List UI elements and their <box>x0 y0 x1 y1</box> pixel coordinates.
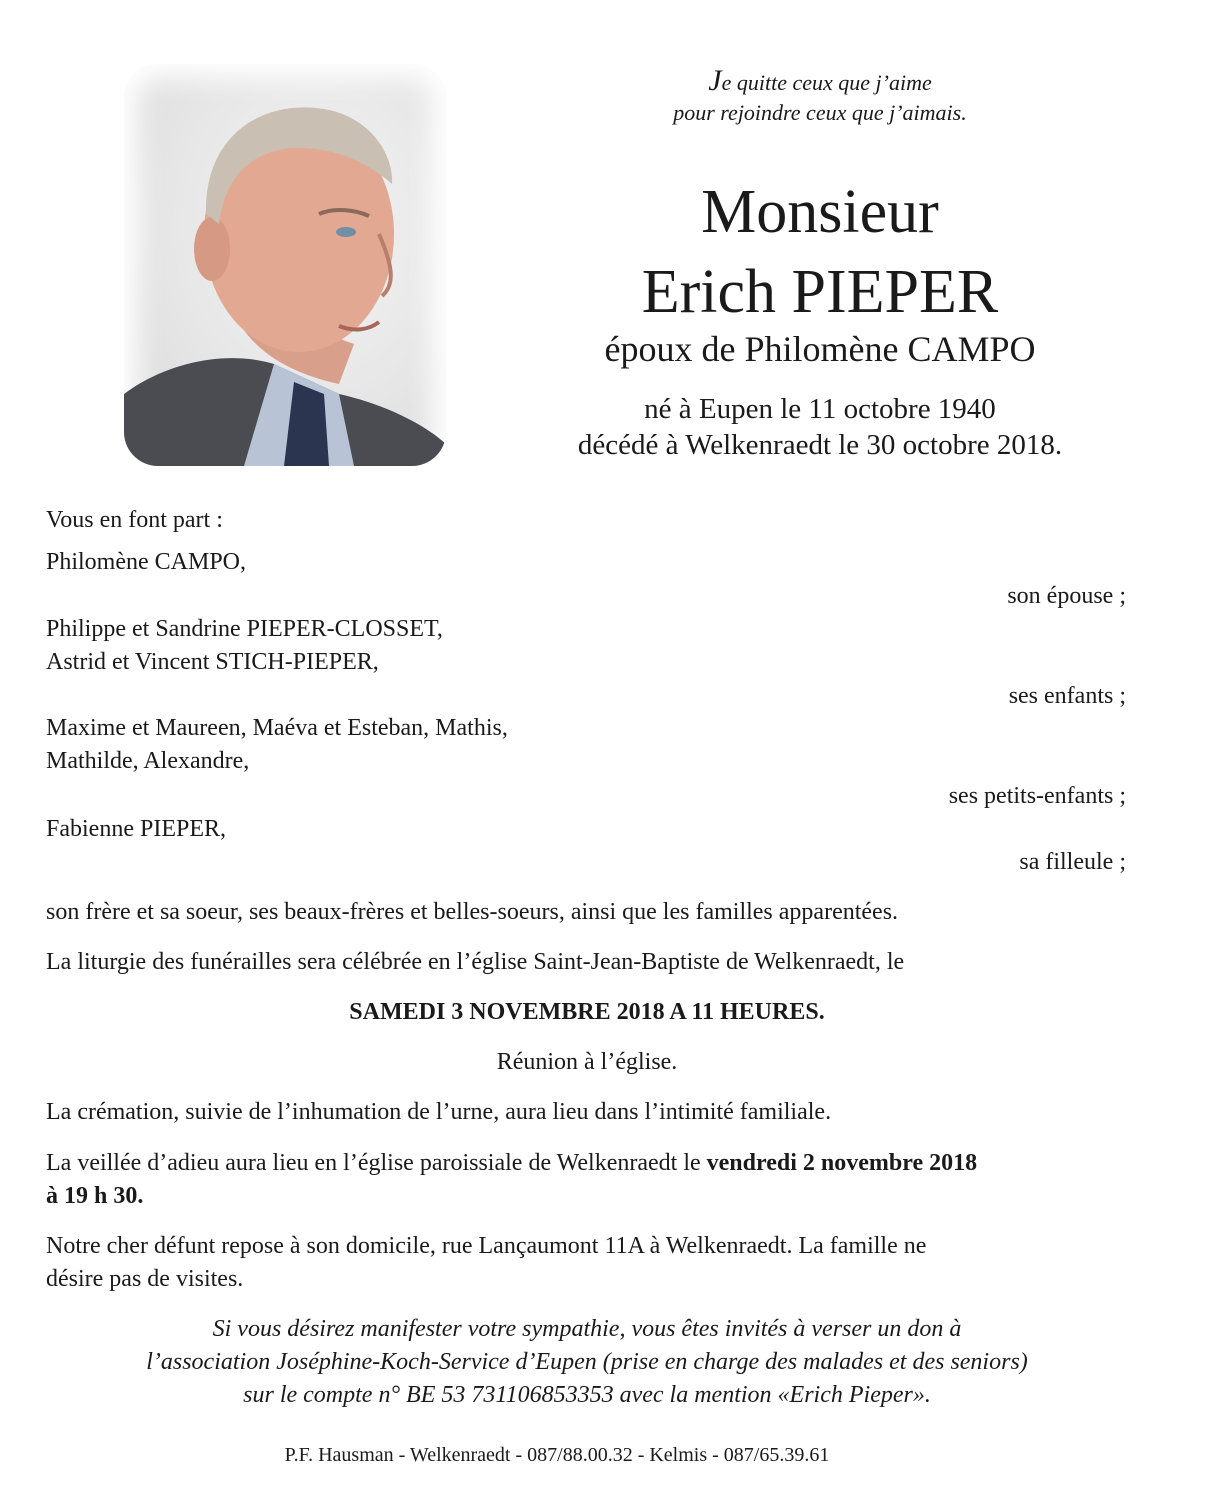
goddaughter-role: sa filleule ; <box>1019 849 1126 875</box>
donation-line-2: l’association Joséphine-Koch-Service d’Eupen (prise en charge des malades et des seniors) <box>146 1349 1028 1375</box>
children-line-1: Philippe et Sandrine PIEPER-CLOSSET, <box>46 616 443 642</box>
quote-initial: J <box>708 64 722 97</box>
goddaughter-name: Fabienne PIEPER, <box>46 816 226 842</box>
children-line-2: Astrid et Vincent STICH-PIEPER, <box>46 649 379 675</box>
deceased-name: Erich PIEPER <box>641 258 999 326</box>
children-role: ses enfants ; <box>1008 683 1126 709</box>
vigil-text: La veillée d’adieu aura lieu en l’église paroissiale de Welkenraedt le <box>46 1150 707 1176</box>
grandchildren-role: ses petits-enfants ; <box>948 783 1126 809</box>
portrait-illustration <box>124 64 446 466</box>
grandchildren-line-2: Mathilde, Alexandre, <box>46 748 250 774</box>
grandchildren-line-1: Maxime et Maureen, Maéva et Esteban, Mathis, <box>46 715 508 741</box>
donation-line-3: sur le compte n° BE 53 731106853353 avec la mention «Erich Pieper». <box>243 1382 931 1408</box>
vigil-time: à 19 h 30. <box>46 1183 144 1209</box>
birth-info: né à Eupen le 11 octobre 1940 <box>644 393 996 425</box>
deceased-title: Monsieur <box>701 178 939 246</box>
cremation-text: La crémation, suivie de l’inhumation de l’urne, aura lieu dans l’intimité familiale. <box>46 1099 832 1125</box>
spouse-name: Philomène CAMPO, <box>46 549 247 575</box>
donation-line-1: Si vous désirez manifester votre sympathie, vous êtes invités à verser un don à <box>212 1316 962 1342</box>
quote-line-2: pour rejoindre ceux que j’aimais. <box>673 100 967 125</box>
vigil-date: vendredi 2 novembre 2018 <box>706 1150 978 1176</box>
quote-line-1: e quitte ceux que j’aime <box>721 70 932 95</box>
funeral-datetime: SAMEDI 3 NOVEMBRE 2018 A 11 HEURES. <box>349 999 825 1025</box>
portrait-photo <box>124 64 446 466</box>
liturgy-text: La liturgie des funérailles sera célébrée en l’église Saint-Jean-Baptiste de Welkenraedt, le <box>46 949 905 975</box>
epitaph-quote <box>560 66 1080 128</box>
meeting-place: Réunion à l’église. <box>496 1049 678 1075</box>
deceased-spouse: époux de Philomène CAMPO <box>604 329 1036 369</box>
other-relatives: son frère et sa soeur, ses beaux-frères et belles-soeurs, ainsi que les familles apparentées. <box>46 899 899 925</box>
rest-line-1: Notre cher défunt repose à son domicile, rue Lançaumont 11A à Welkenraedt. La famille ne <box>46 1233 927 1259</box>
death-info: décédé à Welkenraedt le 30 octobre 2018. <box>577 429 1063 461</box>
announcement-intro: Vous en font part : <box>46 507 223 533</box>
funeral-home-footer: P.F. Hausman - Welkenraedt - 087/88.00.32 - Kelmis - 087/65.39.61 <box>284 1444 830 1466</box>
spouse-role: son épouse ; <box>1007 583 1126 609</box>
rest-line-2: désire pas de visites. <box>46 1266 244 1292</box>
vigil-line-1 <box>46 1148 977 1178</box>
